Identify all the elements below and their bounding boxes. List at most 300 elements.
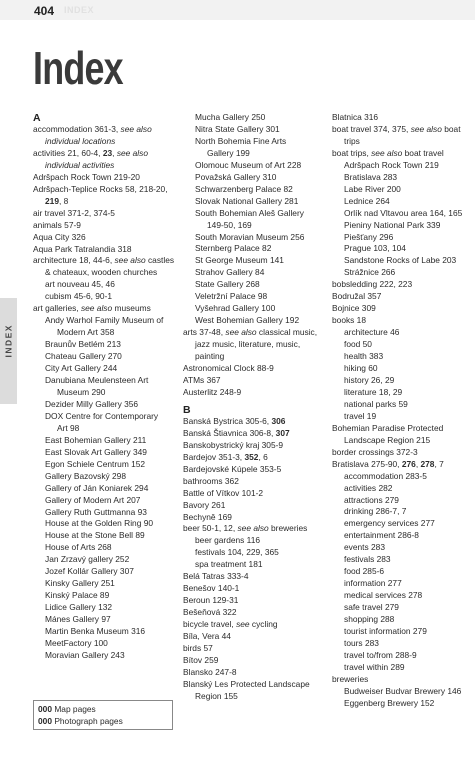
index-entry-text: East Slovak Art Gallery 349 <box>45 446 147 457</box>
index-entry <box>33 507 173 519</box>
index-entry <box>332 124 472 136</box>
side-tab-label: INDEX <box>3 324 14 358</box>
index-entry-text: Braunův Betlém 213 <box>45 339 121 350</box>
index-entry <box>33 387 173 399</box>
index-entry-text: history 26, 29 <box>344 374 395 385</box>
index-entry <box>332 327 472 339</box>
index-entry-text: Eggenberg Brewery 152 <box>344 697 435 708</box>
index-entry <box>332 363 472 375</box>
index-entry <box>33 315 173 327</box>
index-entry-text: Budweiser Budvar Brewery 146 <box>344 685 462 696</box>
index-entry <box>33 602 173 614</box>
index-entry <box>332 662 472 674</box>
index-entry <box>183 691 323 703</box>
index-entry <box>332 172 472 184</box>
index-entry <box>183 196 323 208</box>
index-entry-text: Museum 290 <box>57 386 106 397</box>
index-entry-text: see also <box>225 327 257 338</box>
index-entry <box>183 148 323 160</box>
index-entry-text: Chateau Gallery 270 <box>45 351 122 362</box>
index-entry-text: East Bohemian Gallery 211 <box>45 434 147 445</box>
index-entry-text: boat travel 374, 375, <box>332 123 411 134</box>
legend-box <box>33 700 173 730</box>
index-entry-text: Gallery 199 <box>207 147 250 158</box>
index-entry-text: national parks 59 <box>344 398 408 409</box>
index-entry <box>33 471 173 483</box>
index-entry-text: animals 57-9 <box>33 219 81 230</box>
index-entry <box>33 423 173 435</box>
index-entry <box>183 488 323 500</box>
index-entry-text: Strahov Gallery 84 <box>195 267 265 278</box>
index-entry <box>332 459 472 471</box>
index-entry-text: Adršpach Rock Town 219-20 <box>33 171 140 182</box>
index-entry <box>332 626 472 638</box>
index-entry-text: Bratislava 283 <box>344 171 398 182</box>
legend-label: Photograph pages <box>54 715 123 726</box>
index-entry-text: Banskobystrický kraj 305-9 <box>183 439 284 450</box>
index-entry-text: accommodation 283-5 <box>344 470 427 481</box>
index-entry-text: Banská Bystrica 305-6, <box>183 415 272 426</box>
index-entry-text: accommodation 361-3, <box>33 124 121 134</box>
index-entry-text: Blatnica 316 <box>332 112 379 122</box>
index-entry-text: Mucha Gallery 250 <box>195 112 266 122</box>
index-entry-text: Bavory 261 <box>183 499 226 510</box>
index-entry-text: events 283 <box>344 542 385 553</box>
index-entry <box>183 464 323 476</box>
index-entry <box>33 267 173 279</box>
index-entry-text: boat <box>441 123 461 134</box>
index-entry-text: ATMs 367 <box>183 374 221 385</box>
index-entry-text: Gallery of Ján Koniarek 294 <box>45 482 149 493</box>
index-entry <box>183 452 323 464</box>
index-entry-text: see also <box>116 147 149 158</box>
index-column-1 <box>33 112 173 662</box>
index-entry <box>183 416 323 428</box>
index-entry-text: tourist information 279 <box>344 625 427 636</box>
index-entry <box>183 500 323 512</box>
index-entry-text: Jozef Kollár Gallery 307 <box>45 566 134 577</box>
index-entry <box>332 375 472 387</box>
legend-label: Map pages <box>54 704 96 714</box>
index-entry <box>33 447 173 459</box>
section-letter: A <box>33 112 41 124</box>
index-entry <box>332 184 472 196</box>
index-entry-text: West Bohemian Gallery 192 <box>195 315 300 326</box>
index-entry-text: Schwarzenberg Palace 82 <box>195 183 293 194</box>
index-entry-text: Gallery Bazovský 298 <box>45 470 126 481</box>
index-entry <box>332 387 472 399</box>
index-entry-text: 306 <box>271 415 286 426</box>
index-entry-text: 278 <box>420 458 435 469</box>
index-entry <box>33 220 173 232</box>
index-entry <box>332 614 472 626</box>
index-entry-text: 307 <box>275 427 290 438</box>
index-entry-text: individual locations <box>45 135 116 146</box>
index-entry-text: Art 98 <box>57 422 80 433</box>
index-entry <box>183 267 323 279</box>
index-entry <box>33 411 173 423</box>
index-entry-text: Beroun 129-31 <box>183 595 239 606</box>
index-entry <box>33 363 173 375</box>
side-tab <box>0 298 17 404</box>
index-entry <box>33 578 173 590</box>
index-entry-text: Kinsky Gallery 251 <box>45 578 115 589</box>
index-entry-text: Banská Štiavnica 306-8, <box>183 427 276 438</box>
index-entry-text: Považská Gallery 310 <box>195 171 277 182</box>
index-entry-text: festivals 283 <box>344 554 391 565</box>
index-entry <box>33 184 173 196</box>
index-entry-text: , 6 <box>258 451 268 462</box>
index-entry-text: Aqua Park Tatralandia 318 <box>33 243 132 254</box>
index-entry <box>183 255 323 267</box>
index-entry-text: drinking 286-7, 7 <box>344 506 407 517</box>
index-entry-text: Egon Schiele Centrum 152 <box>45 458 146 469</box>
index-entry <box>33 208 173 220</box>
index-entry-text: Bohemian Paradise Protected <box>332 422 444 433</box>
index-entry <box>332 279 472 291</box>
index-entry <box>33 590 173 602</box>
index-entry-text: Andy Warhol Family Museum of <box>45 315 164 326</box>
legend-row <box>38 704 168 716</box>
index-entry-text: attractions 279 <box>344 494 399 505</box>
index-entry-text: , 8 <box>58 195 69 206</box>
index-entry <box>33 459 173 471</box>
index-entry-text: travel to/from 288-9 <box>344 649 417 660</box>
index-entry <box>183 595 323 607</box>
index-entry-text: Adršpach-Teplice Rocks 58, 218-20, <box>33 183 168 194</box>
index-entry <box>332 686 472 698</box>
index-entry-text: , <box>112 147 117 158</box>
index-entry-text: Astronomical Clock 88-9 <box>183 363 274 374</box>
index-entry <box>332 530 472 542</box>
index-entry <box>33 495 173 507</box>
index-entry <box>332 196 472 208</box>
legend-code: 000 <box>38 715 52 726</box>
index-entry <box>332 566 472 578</box>
index-entry <box>33 172 173 184</box>
index-entry <box>183 523 323 535</box>
index-entry <box>332 136 472 148</box>
index-entry-text: cubism 45-6, 90-1 <box>45 291 113 302</box>
index-entry <box>33 255 173 267</box>
index-entry-text: Kinský Palace 89 <box>45 590 110 601</box>
index-entry-text: classical music, <box>256 327 318 338</box>
index-entry-text: spa treatment 181 <box>195 559 263 570</box>
index-entry-text: House at the Stone Bell 89 <box>45 530 145 541</box>
index-entry <box>33 638 173 650</box>
index-entry <box>332 315 472 327</box>
index-entry-text: Bratislava 275-90, <box>332 458 402 469</box>
index-entry <box>183 571 323 583</box>
index-entry <box>183 351 323 363</box>
index-column-2 <box>183 112 323 703</box>
index-entry-text: medical services 278 <box>344 590 423 601</box>
index-entry <box>183 363 323 375</box>
index-entry <box>332 506 472 518</box>
index-entry <box>183 160 323 172</box>
index-entry <box>183 303 323 315</box>
index-entry <box>332 578 472 590</box>
index-entry <box>332 447 472 459</box>
index-entry-text: architecture 46 <box>344 327 400 338</box>
index-entry <box>183 619 323 631</box>
index-entry-text: Benešov 140-1 <box>183 583 240 594</box>
index-entry <box>183 208 323 220</box>
index-entry <box>332 554 472 566</box>
index-entry-text: castles <box>145 255 175 266</box>
index-entry <box>33 244 173 256</box>
index-entry <box>33 435 173 447</box>
index-entry-text: travel 19 <box>344 410 377 421</box>
index-entry-text: hiking 60 <box>344 363 378 374</box>
index-entry-text: Aqua City 326 <box>33 231 86 242</box>
index-entry <box>33 626 173 638</box>
index-entry-text: tours 283 <box>344 637 379 648</box>
index-entry <box>33 327 173 339</box>
index-entry <box>332 267 472 279</box>
index-entry-text: Sternberg Palace 82 <box>195 243 272 254</box>
index-entry <box>183 315 323 327</box>
index-entry-text: books 18 <box>332 315 366 326</box>
index-entry-text: South Moravian Museum 256 <box>195 231 305 242</box>
index-entry <box>183 387 323 399</box>
index-entry-text: painting <box>195 351 225 362</box>
index-entry-text: Lidice Gallery 132 <box>45 602 113 613</box>
index-entry-text: Vyšehrad Gallery 100 <box>195 303 276 314</box>
index-entry <box>183 559 323 571</box>
index-entry-text: Gallery of Modern Art 207 <box>45 494 141 505</box>
index-entry-text: Bechyně 169 <box>183 511 232 522</box>
index-entry <box>332 243 472 255</box>
index-entry <box>332 435 472 447</box>
index-entry-text: Bojnice 309 <box>332 303 376 314</box>
index-entry-text: Pieniny National Park 339 <box>344 219 441 230</box>
index-entry <box>183 232 323 244</box>
index-entry <box>183 279 323 291</box>
index-entry <box>332 148 472 160</box>
index-entry <box>33 614 173 626</box>
index-entry <box>183 607 323 619</box>
index-entry <box>332 423 472 435</box>
index-entry-text: State Gallery 268 <box>195 279 260 290</box>
index-entry-text: Bítov 259 <box>183 654 219 665</box>
index-entry <box>33 542 173 554</box>
index-entry <box>183 375 323 387</box>
index-entry <box>183 428 323 440</box>
index-entry <box>33 291 173 303</box>
index-entry-text: air travel 371-2, 374-5 <box>33 207 115 218</box>
index-entry <box>33 136 173 148</box>
index-entry <box>183 112 323 124</box>
running-head: INDEX <box>64 5 95 15</box>
index-entry-text: Jan Zrzavý gallery 252 <box>45 554 130 565</box>
index-entry <box>33 279 173 291</box>
index-entry <box>33 554 173 566</box>
index-entry <box>332 590 472 602</box>
index-entry-text: birds 57 <box>183 642 213 653</box>
index-entry-text: Nitra State Gallery 301 <box>195 123 280 134</box>
index-entry <box>183 339 323 351</box>
index-entry-text: Olomouc Museum of Art 228 <box>195 159 302 170</box>
index-entry <box>33 375 173 387</box>
index-entry-text: food 50 <box>344 339 372 350</box>
index-entry-text: 276 <box>401 458 416 469</box>
index-entry <box>183 243 323 255</box>
section-letter: B <box>183 403 191 416</box>
index-entry-text: Austerlitz 248-9 <box>183 386 242 397</box>
index-entry-text: see also <box>114 255 146 266</box>
index-entry-text: House of Arts 268 <box>45 542 112 553</box>
index-entry <box>33 124 173 136</box>
index-entry-text: Battle of Vítkov 101-2 <box>183 487 264 498</box>
index-entry <box>183 535 323 547</box>
index-entry-text: information 277 <box>344 578 402 589</box>
index-entry-text: South Bohemian Aleš Gallery <box>195 207 304 218</box>
index-entry <box>183 655 323 667</box>
index-entry-text: Bardejov 351-3, <box>183 451 245 462</box>
index-entry-text: Bešeňová 322 <box>183 607 237 618</box>
index-entry-text: Adršpach Rock Town 219 <box>344 159 439 170</box>
index-entry-text: activities 282 <box>344 482 393 493</box>
index-entry-text: 23 <box>102 147 113 158</box>
index-entry-text: Sandstone Rocks of Labe 203 <box>344 255 457 266</box>
index-entry-text: MeetFactory 100 <box>45 637 108 648</box>
index-entry-text: safe travel 279 <box>344 602 399 613</box>
index-entry <box>33 148 173 160</box>
legend-row <box>38 716 168 728</box>
page-header-bar <box>0 0 475 20</box>
index-entry <box>332 638 472 650</box>
index-entry-text: see also <box>237 523 269 534</box>
index-entry <box>332 208 472 220</box>
index-entry-text: boat trips, <box>332 147 372 158</box>
index-entry-text: travel within 289 <box>344 661 405 672</box>
index-entry-text: Blansko 247-8 <box>183 666 237 677</box>
index-entry <box>33 351 173 363</box>
index-entry-text: art galleries, <box>33 303 81 314</box>
index-entry-text: Bodružal 357 <box>332 291 382 302</box>
index-entry <box>332 291 472 303</box>
index-entry-text: Prague 103, 104 <box>344 243 406 254</box>
page-number: 404 <box>34 4 55 18</box>
index-entry-text: Orlík nad Vltavou area 164, 165 <box>344 207 463 218</box>
index-entry-text: activities 21, 60-4, <box>33 147 103 158</box>
index-entry-text: City Art Gallery 244 <box>45 363 118 374</box>
index-entry-text: border crossings 372-3 <box>332 446 418 457</box>
index-entry <box>33 566 173 578</box>
index-entry-text: shopping 288 <box>344 614 395 625</box>
index-entry <box>33 303 173 315</box>
index-entry <box>33 650 173 662</box>
index-entry-text: see also <box>80 303 113 314</box>
index-entry <box>183 327 323 339</box>
index-entry <box>183 679 323 691</box>
index-entry <box>183 440 323 452</box>
index-entry-text: breweries <box>268 523 308 534</box>
index-entry <box>332 483 472 495</box>
index-entry-text: Bíla, Vera 44 <box>183 631 231 642</box>
index-entry-text: trips <box>344 135 360 146</box>
index-entry <box>332 399 472 411</box>
index-entry <box>332 698 472 710</box>
index-entry <box>332 518 472 530</box>
index-entry <box>183 220 323 232</box>
index-entry <box>183 583 323 595</box>
index-entry-text: House at the Golden Ring 90 <box>45 518 154 529</box>
index-entry-text: arts 37-48, <box>183 327 226 338</box>
index-entry-text: emergency services 277 <box>344 518 435 529</box>
index-entry <box>332 112 472 124</box>
index-column-3 <box>332 112 472 710</box>
index-entry <box>33 232 173 244</box>
index-entry-text: 149-50, 169 <box>207 219 252 230</box>
index-entry-text: Bardejovské Kúpele 353-5 <box>183 463 282 474</box>
index-entry-text: Dezider Milly Gallery 356 <box>45 398 139 409</box>
index-entry-text: architecture 18, 44-6, <box>33 255 115 266</box>
index-entry <box>183 136 323 148</box>
index-entry <box>332 232 472 244</box>
index-entry-text: Moravian Gallery 243 <box>45 649 125 660</box>
index-entry <box>33 339 173 351</box>
index-entry <box>332 303 472 315</box>
index-entry-text: Blanský Les Protected Landscape <box>183 678 310 689</box>
index-entry-text: , 7 <box>434 458 444 469</box>
index-entry-text: Gallery Ruth Guttmanna 93 <box>45 506 147 517</box>
index-entry-text: Labe River 200 <box>344 183 401 194</box>
index-entry <box>332 602 472 614</box>
index-entry <box>33 483 173 495</box>
index-entry-text: Veletržní Palace 98 <box>195 291 268 302</box>
index-entry-text: , <box>415 458 421 469</box>
index-entry <box>332 674 472 686</box>
index-entry-text: art nouveau 45, 46 <box>45 279 115 290</box>
index-entry <box>332 255 472 267</box>
index-entry-text: Strážnice 266 <box>344 267 396 278</box>
index-entry <box>332 542 472 554</box>
index-entry <box>332 351 472 363</box>
index-entry-text: museums <box>112 303 151 314</box>
index-entry-text: beer gardens 116 <box>195 535 261 546</box>
index-entry <box>183 667 323 679</box>
index-entry-text: Piešťany 296 <box>344 231 394 242</box>
index-entry-text: Modern Art 358 <box>57 327 115 338</box>
index-entry-text: Region 155 <box>195 690 238 701</box>
index-entry-text: Slovak National Gallery 281 <box>195 195 299 206</box>
index-entry-text: food 285-6 <box>344 566 385 577</box>
index-entry-text: St George Museum 141 <box>195 255 284 266</box>
index-entry-text: individual activities <box>45 159 115 170</box>
index-entry-text: & chateaux, wooden churches <box>45 267 158 278</box>
index-entry <box>183 643 323 655</box>
index-entry <box>332 411 472 423</box>
index-entry <box>183 512 323 524</box>
index-entry-text: DOX Centre for Contemporary <box>45 410 159 421</box>
index-entry-text: Lednice 264 <box>344 195 390 206</box>
index-entry <box>33 518 173 530</box>
index-entry <box>183 172 323 184</box>
index-entry-text: breweries <box>332 673 369 684</box>
index-entry-text: North Bohemia Fine Arts <box>195 135 287 146</box>
index-entry <box>332 220 472 232</box>
index-entry <box>183 124 323 136</box>
index-entry-text: Mánes Gallery 97 <box>45 614 111 625</box>
index-entry-text: cycling <box>249 619 278 630</box>
index-entry-text: 352 <box>244 451 259 462</box>
index-entry <box>183 631 323 643</box>
index-entry-text: see <box>236 619 250 630</box>
index-entry <box>183 476 323 488</box>
index-entry <box>332 495 472 507</box>
